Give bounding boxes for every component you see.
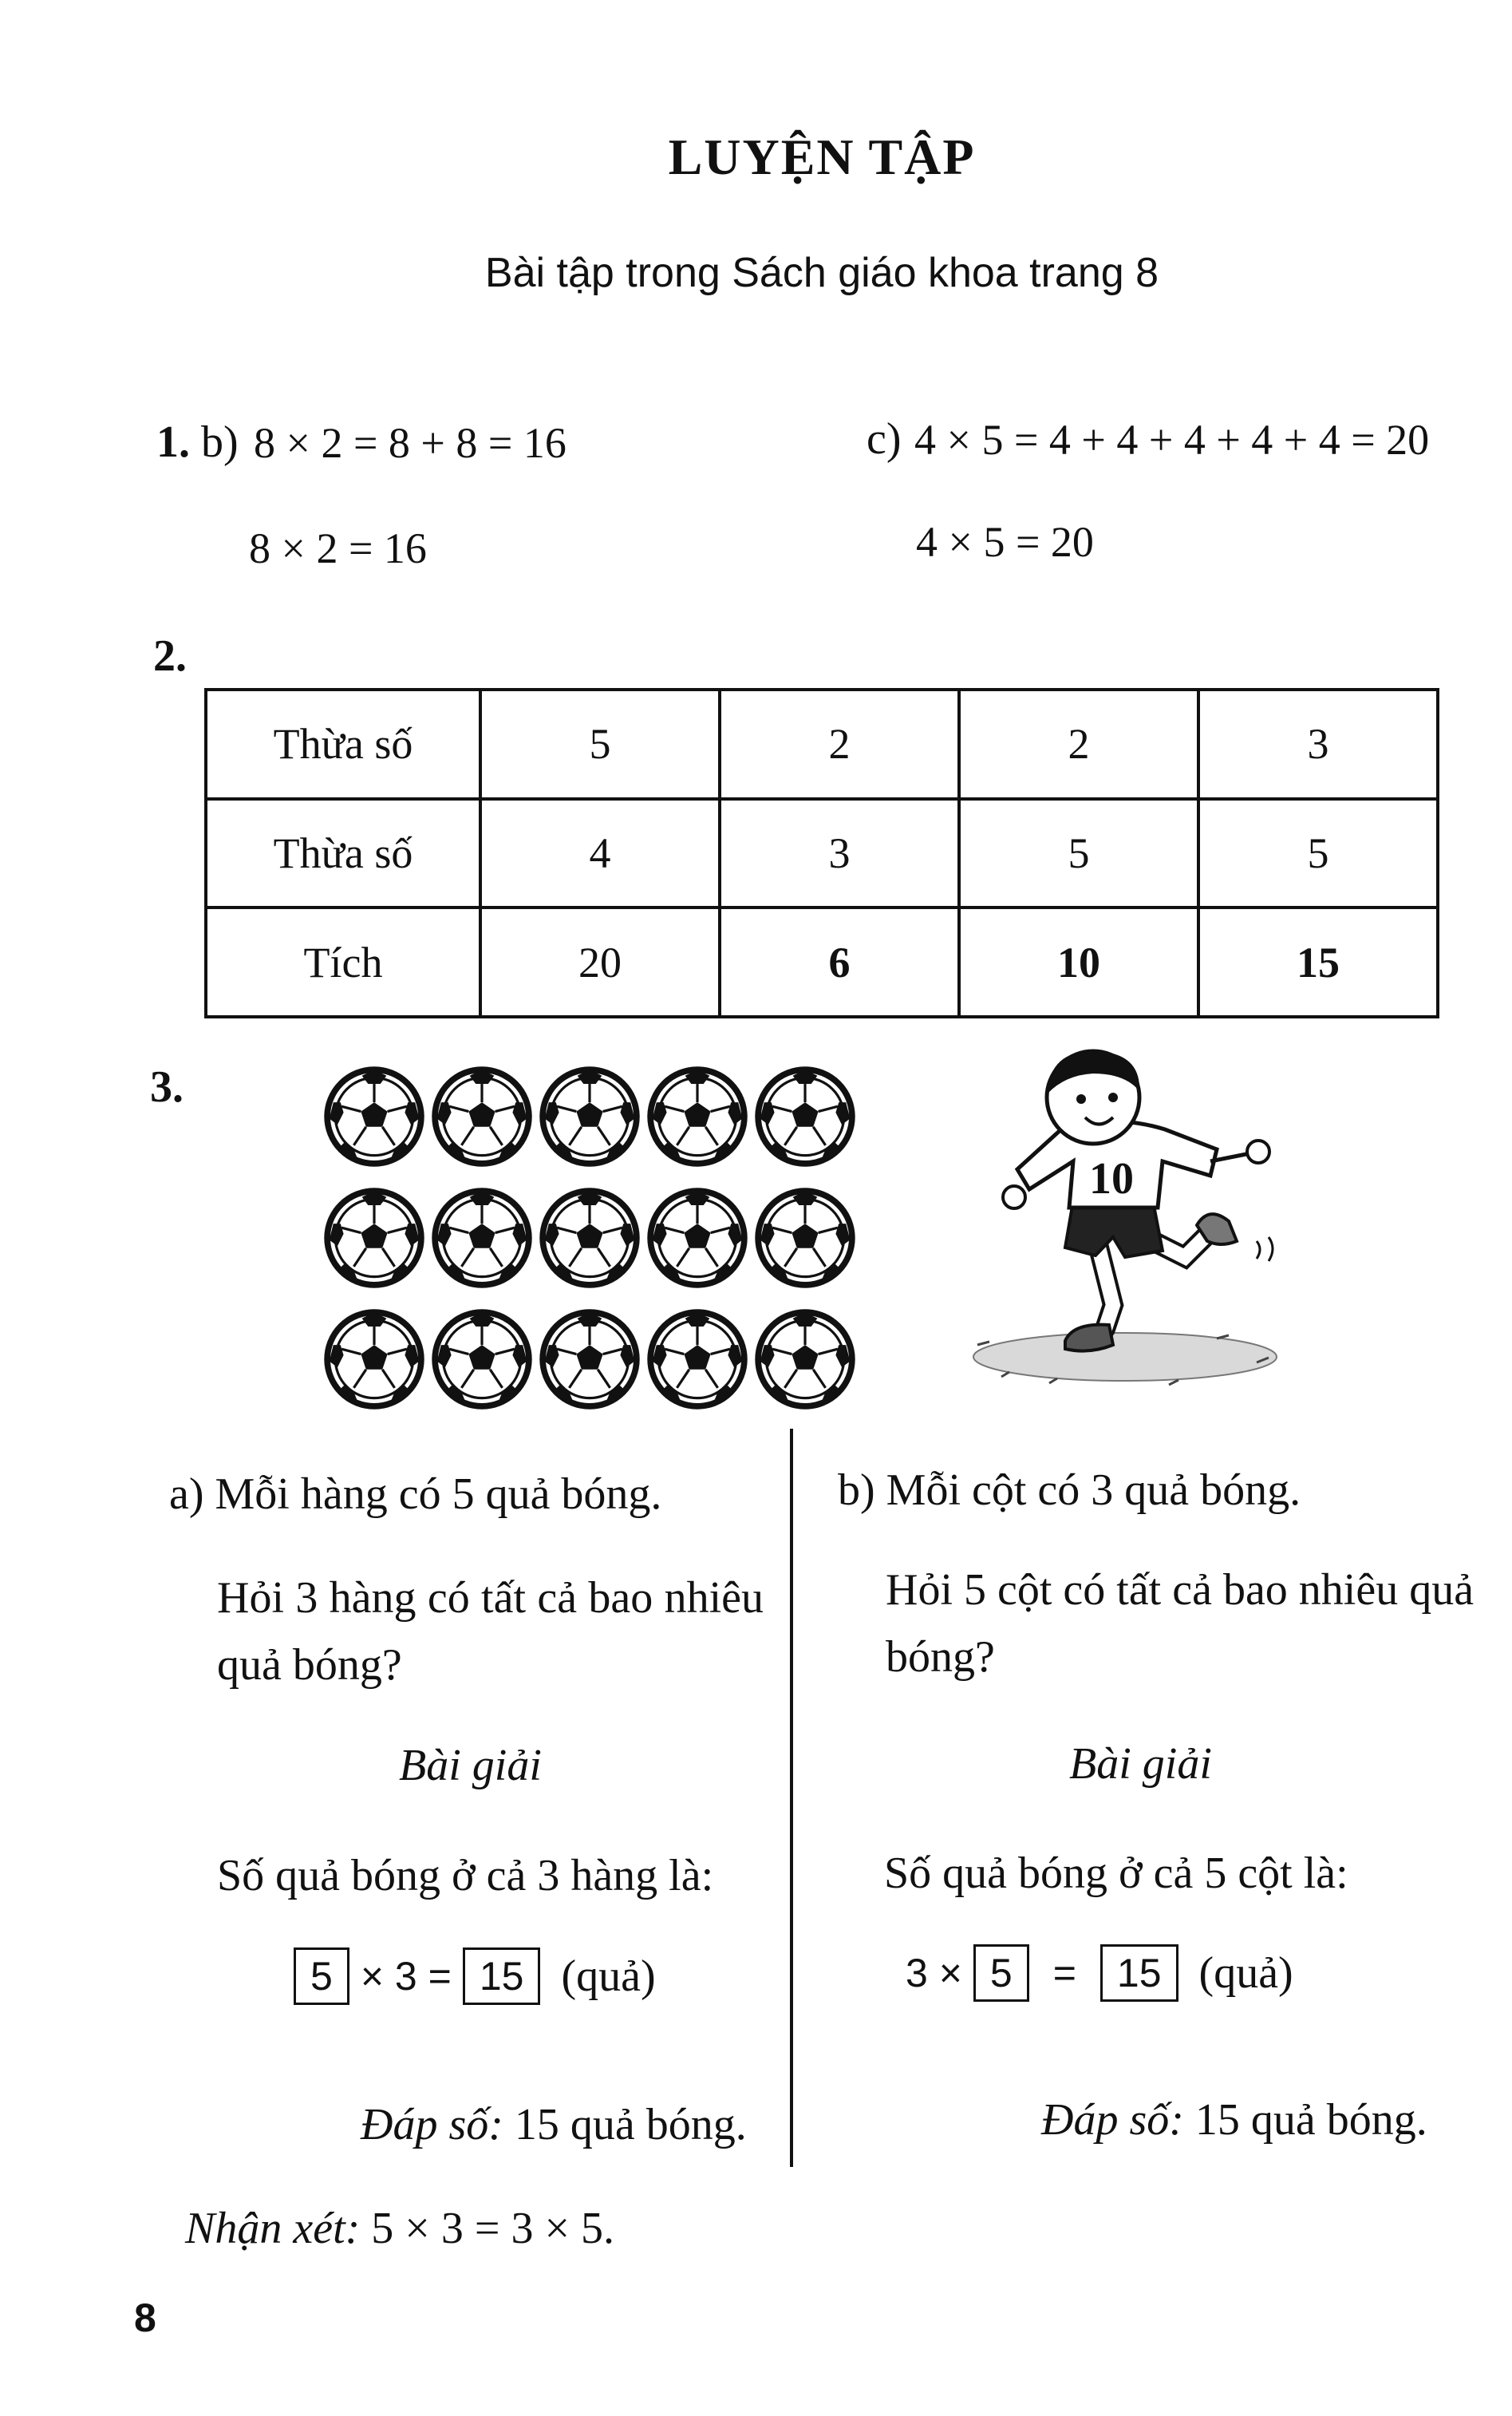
equation-unit: (quả) [561,1951,656,2001]
table-cell: 5 [1198,799,1438,908]
exercise-1-number: 1. [156,417,190,467]
soccer-balls-grid [323,1066,858,1425]
answer-label: Đáp số: [361,2100,503,2149]
table-cell-answer: 15 [1198,907,1438,1017]
exercise-3b-statement: b) Mỗi cột có 3 quả bóng. [838,1465,1301,1515]
exercise-3a-statement: a) Mỗi hàng có 5 quả bóng. [169,1469,662,1519]
exercise-1b-line1: 8 × 2 = 8 + 8 = 16 [254,419,567,467]
answer-text: 15 quả bóng. [514,2100,747,2149]
remark [185,2203,614,2254]
equation-operator: 3 × [906,1951,962,1995]
jersey-number: 10 [1089,1154,1134,1204]
column-divider [790,1429,793,2167]
multiplication-table [204,688,1439,1018]
exercise-3a-question: Hỏi 3 hàng có tất cả bao nhiêu quả bóng? [217,1573,764,1690]
exercise-1b-label: b) [201,417,239,467]
table-row-header: Thừa số [206,690,480,799]
soccer-ball [327,1070,421,1164]
table-cell: 3 [720,799,959,908]
answer-box: 5 [294,1947,349,2005]
soccer-ball [543,1312,637,1406]
soccer-ball [435,1191,529,1285]
soccer-ball [650,1312,744,1406]
exercise-1b-line2: 8 × 2 = 16 [249,524,427,572]
answer-text: 15 quả bóng. [1194,2095,1427,2145]
soccer-ball [327,1312,421,1406]
remark-label: Nhận xét: [185,2204,361,2253]
remark-text: 5 × 3 = 3 × 5. [371,2204,615,2253]
page-number: 8 [134,2295,156,2340]
table-cell: 4 [480,799,720,908]
exercise-3a-solution-title: Bài giải [399,1741,542,1790]
soccer-ball [650,1070,744,1164]
exercise-3-number: 3. [150,1062,184,1112]
exercise-1c-line1: 4 × 5 = 4 + 4 + 4 + 4 + 4 = 20 [914,416,1430,464]
answer-label: Đáp số: [1041,2095,1184,2145]
equation-operator: × 3 = [360,1954,452,1999]
page-subtitle: Bài tập trong Sách giáo khoa trang 8 [484,250,1159,296]
answer-box: 15 [463,1947,541,2005]
table-row-header: Tích [206,907,480,1017]
table-cell-answer: 6 [720,907,959,1017]
table-cell: 3 [1198,690,1438,799]
table-cell: 2 [959,690,1198,799]
soccer-ball [758,1312,852,1406]
soccer-ball [435,1312,529,1406]
answer-box: 5 [973,1944,1029,2002]
exercise-3b-equation [906,1944,1293,2002]
table-cell: 5 [480,690,720,799]
page-title: LUYỆN TẬP [668,129,976,185]
table-row [206,907,1438,1017]
soccer-ball [650,1191,744,1285]
equation-equals: = [1052,1951,1076,1995]
soccer-ball [758,1191,852,1285]
table-row [206,690,1438,799]
exercise-1c-line2: 4 × 5 = 20 [916,518,1094,566]
equation-unit: (quả) [1198,1948,1293,1998]
table-row [206,799,1438,908]
exercise-1c-label: c) [867,414,902,464]
exercise-2-number: 2. [153,631,187,681]
exercise-3b-question: Hỏi 5 cột có tất cả bao nhiêu quả bóng? [886,1565,1474,1682]
exercise-3b-solution-text: Số quả bóng ở cả 5 cột là: [884,1849,1348,1898]
exercise-3b-solution-title: Bài giải [1069,1739,1212,1789]
exercise-3b-answer [1041,2094,1427,2145]
soccer-ball [327,1191,421,1285]
table-cell: 2 [720,690,959,799]
table-cell: 20 [480,907,720,1017]
exercise-3a-equation [294,1947,656,2005]
soccer-ball [543,1191,637,1285]
table-cell-answer: 10 [959,907,1198,1017]
boy-kicking-ball-illustration [953,1042,1297,1401]
soccer-ball [435,1070,529,1164]
exercise-3a-solution-text: Số quả bóng ở cả 3 hàng là: [217,1851,714,1900]
soccer-ball [543,1070,637,1164]
soccer-ball [758,1070,852,1164]
answer-box: 15 [1100,1944,1178,2002]
table-row-header: Thừa số [206,799,480,908]
table-cell: 5 [959,799,1198,908]
exercise-3a-answer [361,2099,747,2150]
